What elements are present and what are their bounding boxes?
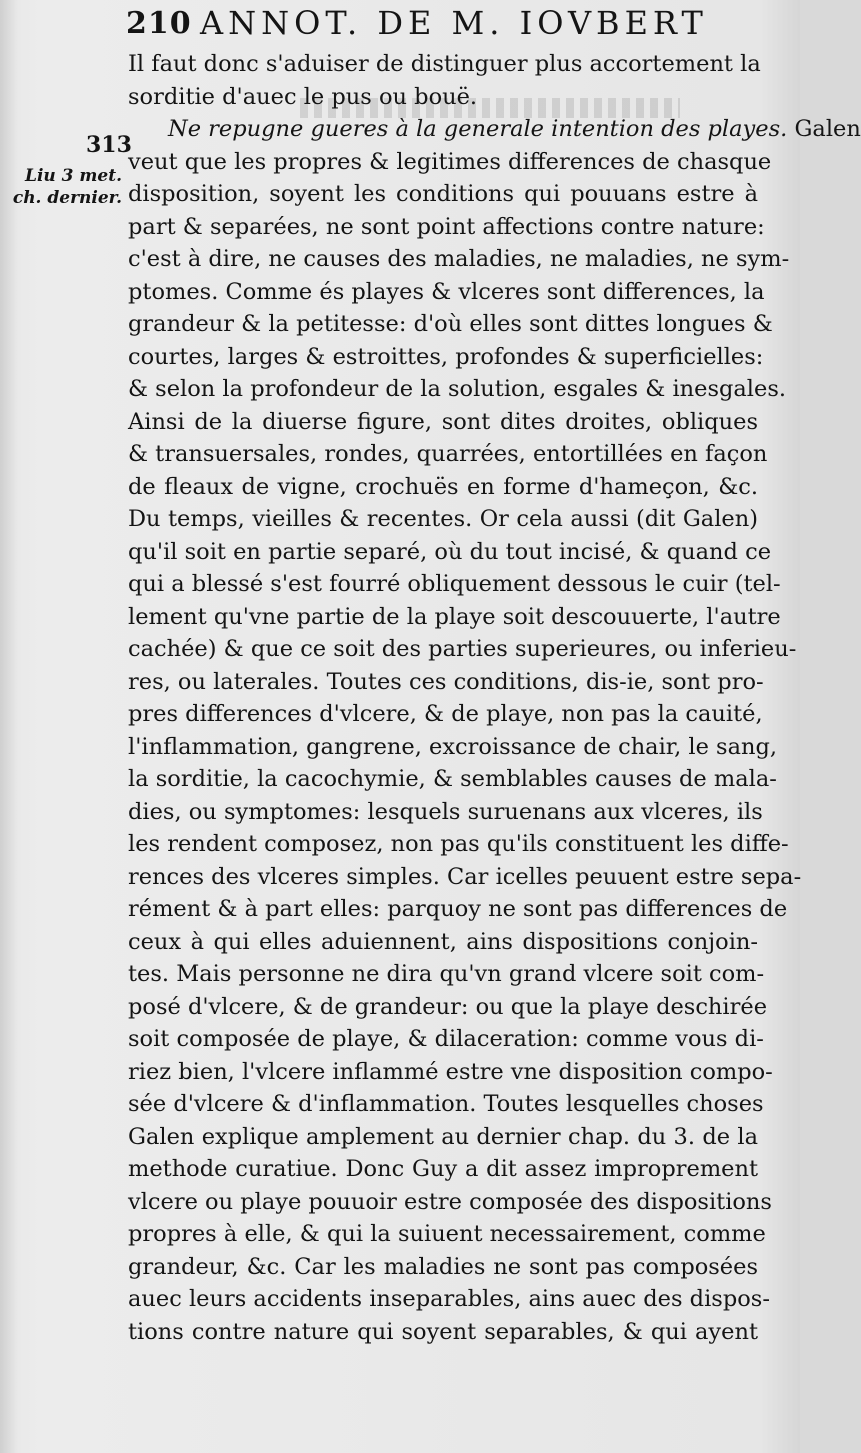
text-line: & transuersales, rondes, quarrées, entortillées en façon	[128, 441, 768, 467]
text-line: grandeur & la petitesse: d'où elles sont dittes longues &	[128, 311, 773, 337]
text-line: Ainsi de la diuerse figure, sont dites droites, obliques	[128, 408, 758, 435]
text-line: Galen explique amplement au dernier chap. du 3. de la	[128, 1123, 758, 1150]
text-line: grandeur, &c. Car les maladies ne sont pas composées	[128, 1253, 758, 1280]
running-head: ANNOT. DE M. IOVBERT	[200, 4, 708, 42]
text-line: rences des vlceres simples. Car icelles peuuent estre sepa-	[128, 863, 802, 890]
margin-note-reference	[2, 165, 122, 209]
page-number: 210	[126, 6, 192, 41]
text-line: l'inflammation, gangrene, excroissance de chair, le sang,	[128, 733, 778, 760]
margin-note-ref-line2: ch. dernier.	[12, 188, 122, 208]
text-line: c'est à dire, ne causes des maladies, ne maladies, ne sym-	[128, 246, 790, 272]
text-line: methode curatiue. Donc Guy a dit assez improprement	[128, 1156, 758, 1182]
margin-note-number: 313	[86, 132, 132, 158]
lemma-text: Ne repugne gueres à la generale intention des playes.	[168, 116, 788, 142]
text-line: disposition, soyent les conditions qui pouuans estre à	[128, 181, 758, 207]
text-line: pres differences d'vlcere, & de playe, non pas la cauité,	[128, 701, 763, 727]
paragraph-1	[128, 48, 761, 113]
text-line: sée d'vlcere & d'inflammation. Toutes lesquelles choses	[128, 1091, 764, 1117]
text-line: riez bien, l'vlcere inflammé estre vne disposition compo-	[128, 1058, 773, 1085]
text-line: les rendent composez, non pas qu'ils constituent les diffe-	[128, 831, 789, 857]
text-line: part & separées, ne sont point affections contre nature:	[128, 213, 765, 240]
text-line: res, ou laterales. Toutes ces conditions, dis-ie, sont pro-	[128, 668, 764, 695]
text-line: la sorditie, la cacochymie, & semblables causes de mala-	[128, 766, 777, 792]
body-text	[128, 48, 861, 1348]
text-line: veut que les propres & legitimes differences de chasque	[128, 148, 772, 175]
margin-note-ref-line1: Liu 3 met.	[24, 166, 122, 186]
text-line: propres à elle, & qui la suiuent necessairement, comme	[128, 1221, 766, 1247]
text-line: rément & à part elles: parquoy ne sont pas differences de	[128, 896, 788, 922]
text-line: & selon la profondeur de la solution, esgales & inesgales.	[128, 376, 787, 402]
text-line: Du temps, vieilles & recentes. Or cela aussi (dit Galen)	[128, 506, 758, 532]
text-line: lement qu'vne partie de la playe soit descouuerte, l'autre	[128, 603, 781, 630]
text-line: qu'il soit en partie separé, où du tout incisé, & quand ce	[128, 538, 772, 565]
text-line: tes. Mais personne ne dira qu'vn grand vlcere soit com-	[128, 961, 765, 987]
text-line: posé d'vlcere, & de grandeur: ou que la playe deschirée	[128, 993, 768, 1020]
page-header	[0, 2, 800, 46]
paragraph-2	[128, 113, 861, 1348]
text-line: de fleaux de vigne, crochuës en forme d'hameçon, &c.	[128, 473, 758, 500]
text-line: cachée) & que ce soit des parties superieures, ou inferieu-	[128, 636, 797, 662]
text-line: tions contre nature qui soyent separables, & qui ayent	[128, 1318, 758, 1345]
text-line: courtes, larges & estroittes, profondes & superficielles:	[128, 343, 764, 370]
text-line: sorditie d'auec le pus ou bouë.	[128, 83, 478, 110]
text-line: qui a blessé s'est fourré obliquement dessous le cuir (tel-	[128, 571, 781, 597]
text-line: ceux à qui elles aduiennent, ains dispositions conjoin-	[128, 928, 758, 955]
text-line: soit composée de playe, & dilaceration: comme vous di-	[128, 1026, 764, 1052]
lemma-tail: Galen	[794, 116, 861, 142]
text-line: Il faut donc s'aduiser de distinguer plus accortement la	[128, 51, 761, 77]
text-line: ptomes. Comme és playes & vlceres sont differences, la	[128, 278, 765, 305]
text-line: auec leurs accidents inseparables, ains auec des dispos-	[128, 1286, 770, 1312]
text-line: dies, ou symptomes: lesquels suruenans aux vlceres, ils	[128, 798, 763, 825]
text-line: vlcere ou playe pouuoir estre composée des dispositions	[128, 1188, 772, 1215]
lemma-line	[128, 113, 861, 146]
